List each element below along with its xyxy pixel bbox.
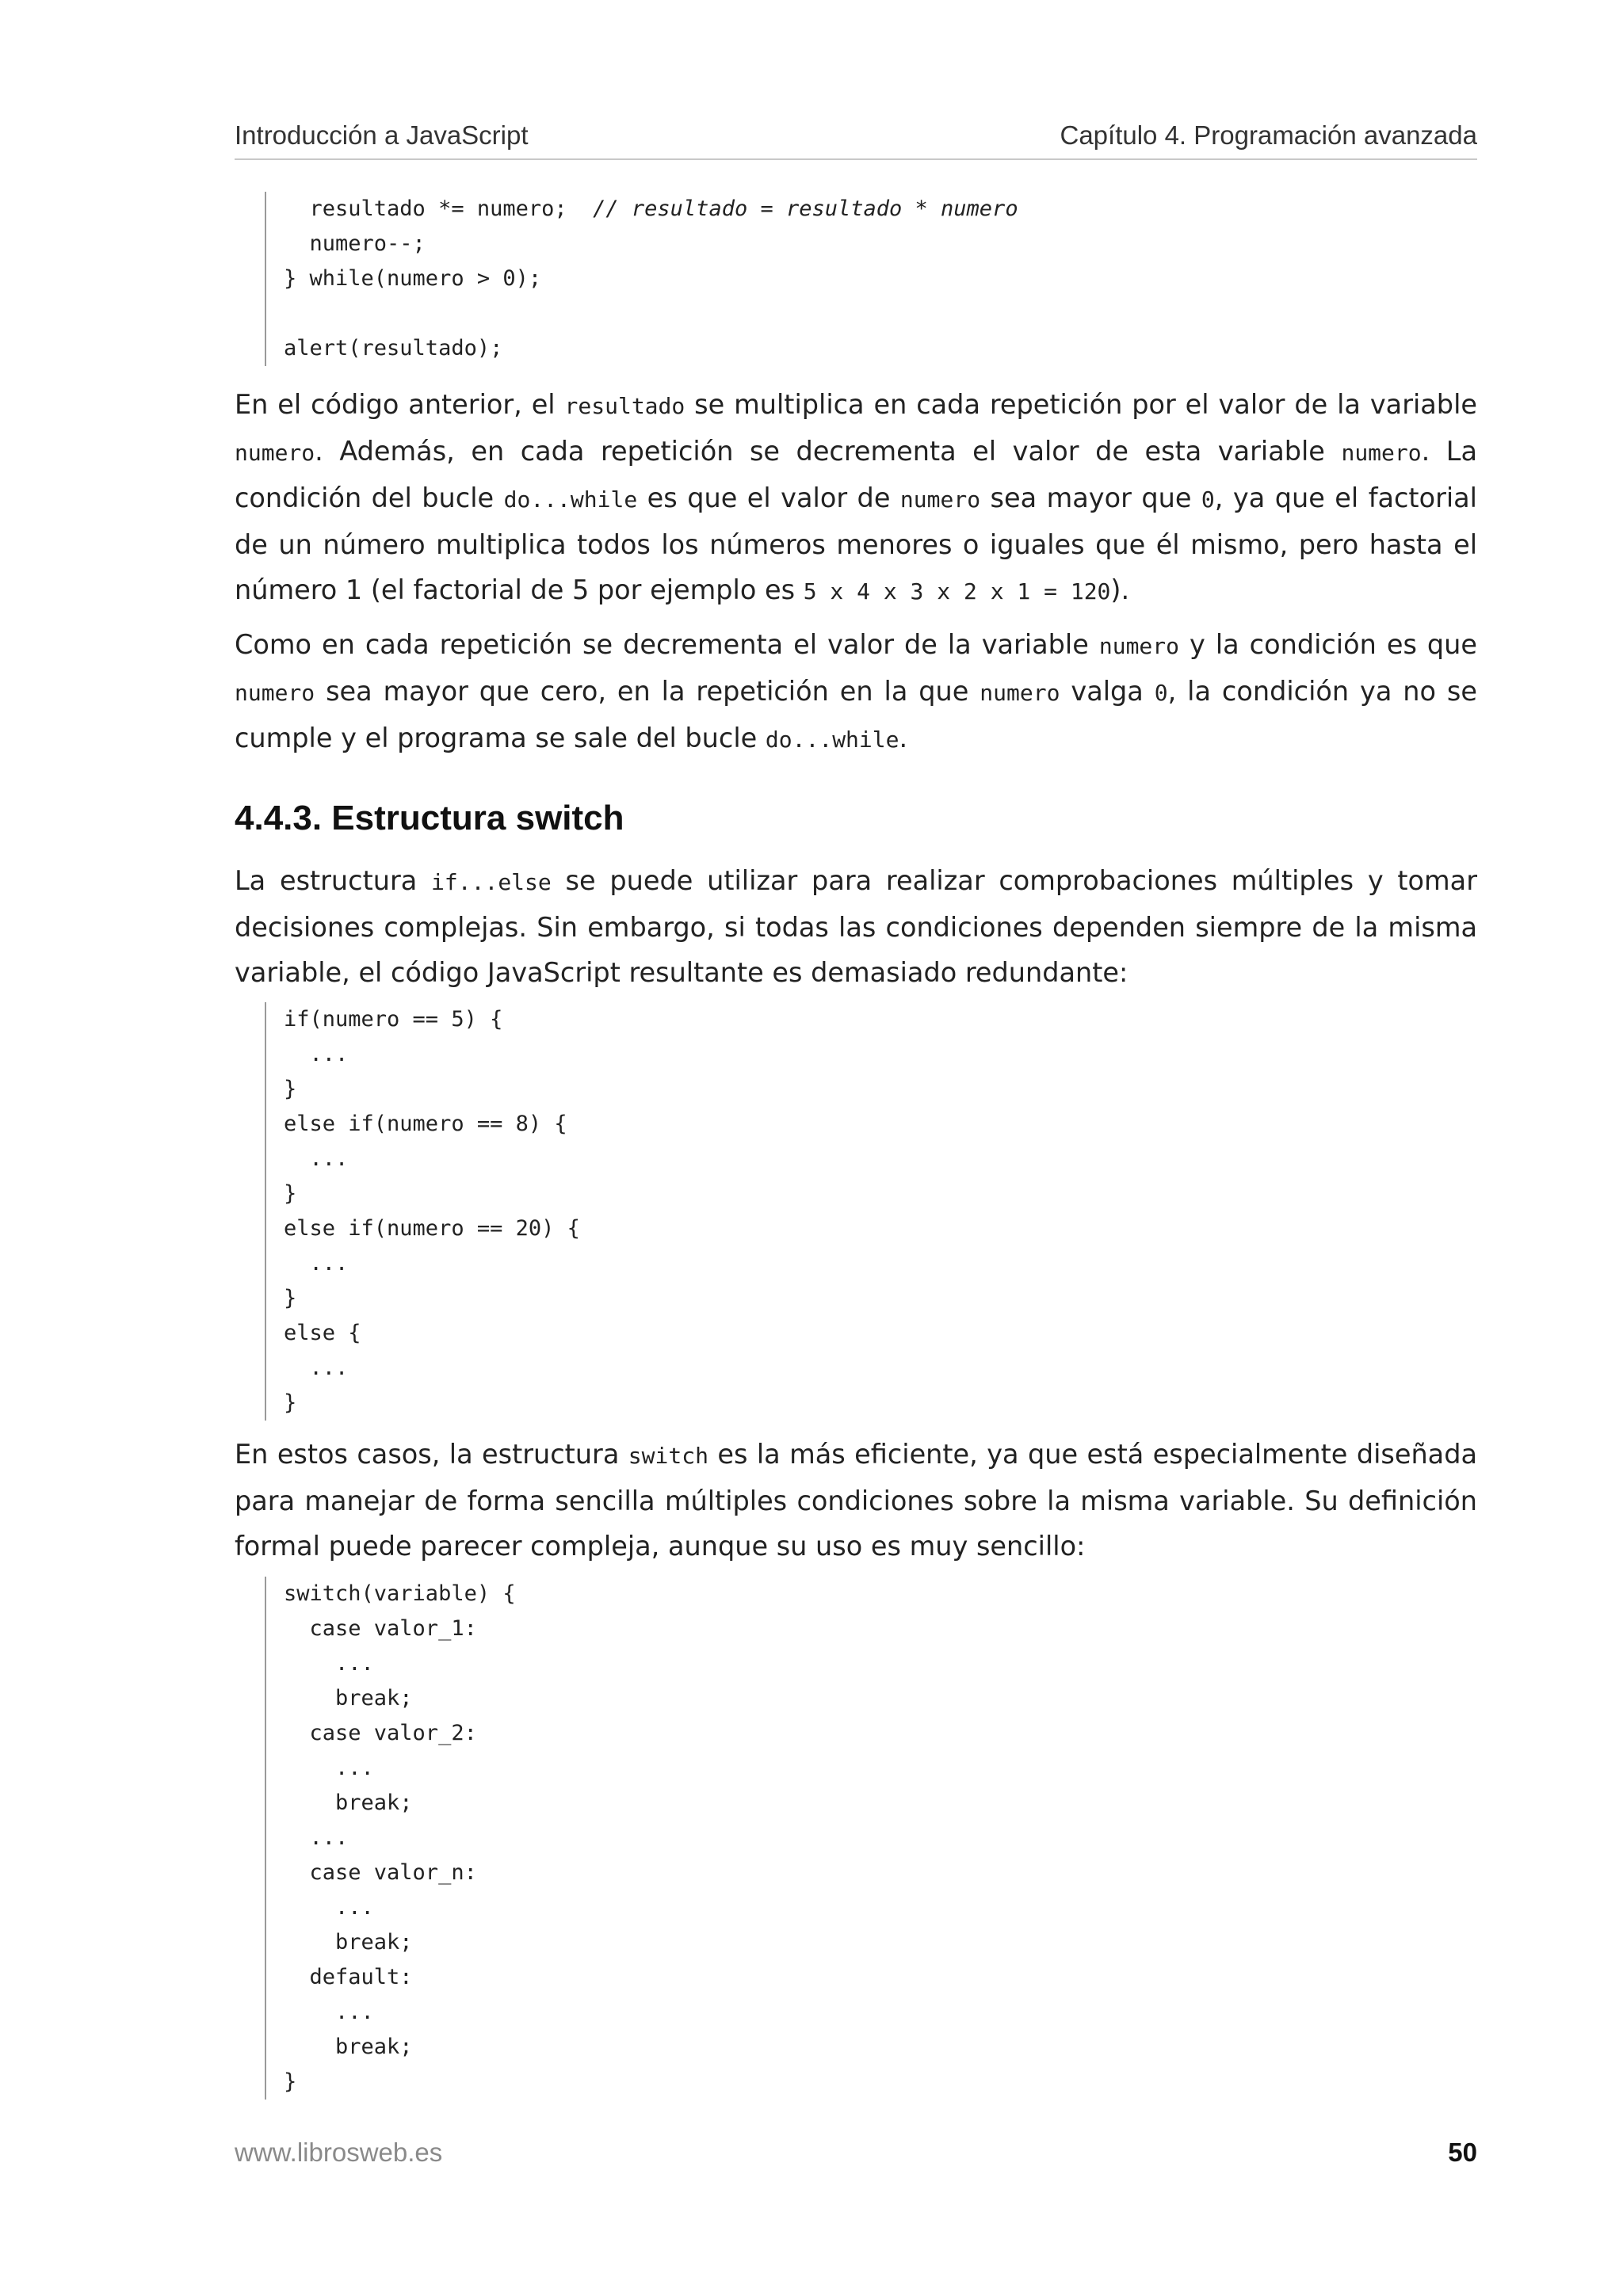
inline-code: numero	[235, 440, 315, 466]
text: . La condición del bucle	[235, 436, 1478, 513]
text: , ya que el factorial de un número multiplica todos los números menores o iguales que él mismo, pero hasta el número 1 (el factorial de 5 por ejemplo es	[235, 482, 1477, 605]
inline-code: switch	[628, 1443, 708, 1469]
inline-code: numero	[235, 680, 315, 706]
code-comment: // resultado = resultado * numero	[593, 196, 1018, 221]
book-title: Introducción a JavaScript	[235, 120, 529, 150]
paragraph-switch-intro	[235, 1432, 1477, 1569]
document-page	[235, 0, 1477, 2296]
inline-code: numero	[980, 680, 1060, 706]
inline-code: 0	[1154, 680, 1168, 706]
inline-code: if...else	[431, 869, 552, 895]
inline-code: numero	[1341, 440, 1422, 466]
paragraph-loop-condition	[235, 622, 1477, 762]
code-line: resultado *= numero;	[284, 196, 594, 221]
text: , la condición ya no se cumple y el programa se sale del bucle	[235, 676, 1477, 753]
code-line: } while(numero > 0);	[284, 266, 542, 291]
inline-code: resultado	[564, 393, 685, 419]
text: valga	[1060, 676, 1155, 707]
inline-code: numero	[899, 486, 981, 513]
inline-code: do...while	[503, 486, 638, 513]
inline-code: numero	[1098, 633, 1180, 659]
text: es que el valor de	[637, 482, 900, 513]
footer-site-link[interactable]: www.librosweb.es	[235, 2138, 443, 2167]
code-line: numero--;	[284, 231, 426, 256]
text: se puede utilizar para realizar comprobaciones múltiples y tomar decisiones complejas. Sin embargo, si todas las condiciones dependen siempre de la misma variable, el código JavaScript resultante es demasiado redundante:	[235, 865, 1477, 988]
text: sea mayor que cero, en la repetición en la que	[315, 676, 980, 707]
text: En el código anterior, el	[235, 389, 565, 420]
text: .	[899, 723, 908, 753]
text: y la condición es que	[1179, 629, 1478, 660]
code-block-factorial-end	[265, 192, 1018, 366]
section-heading: 4.4.3. Estructura switch	[235, 799, 624, 837]
text: ).	[1110, 574, 1130, 605]
chapter-title: Capítulo 4. Programación avanzada	[1060, 120, 1477, 150]
paragraph-factorial-explanation	[235, 382, 1477, 614]
page-number: 50	[1448, 2138, 1477, 2167]
text: Como en cada repetición se decrementa el valor de la variable	[235, 629, 1099, 660]
text: . Además, en cada repetición se decrementa el valor de esta variable	[315, 436, 1342, 467]
code-block-switch: switch(variable) { case valor_1: ... break; case valor_2: ... break; ... case valor_n: ... break; default: ... break; }	[265, 1577, 516, 2100]
running-header	[235, 117, 1477, 160]
text: sea mayor que	[980, 482, 1201, 513]
paragraph-if-else-intro	[235, 858, 1477, 995]
code-block-if-else: if(numero == 5) { ... } else if(numero == 8) { ... } else if(numero == 20) { ... } else { ... }	[265, 1002, 580, 1421]
inline-code: 0	[1201, 486, 1215, 513]
text: es la más eficiente, ya que está especialmente diseñada para manejar de forma sencilla múltiples condiciones sobre la misma variable. Su definición formal puede parecer compleja, aunque su uso es muy sencillo:	[235, 1439, 1478, 1562]
text: La estructura	[235, 865, 432, 896]
inline-code: do...while	[765, 727, 899, 753]
inline-code: 5 x 4 x 3 x 2 x 1 = 120	[803, 578, 1111, 605]
code-line: alert(resultado);	[284, 336, 503, 360]
text: se multiplica en cada repetición por el valor de la variable	[685, 389, 1477, 420]
text: En estos casos, la estructura	[235, 1439, 628, 1470]
